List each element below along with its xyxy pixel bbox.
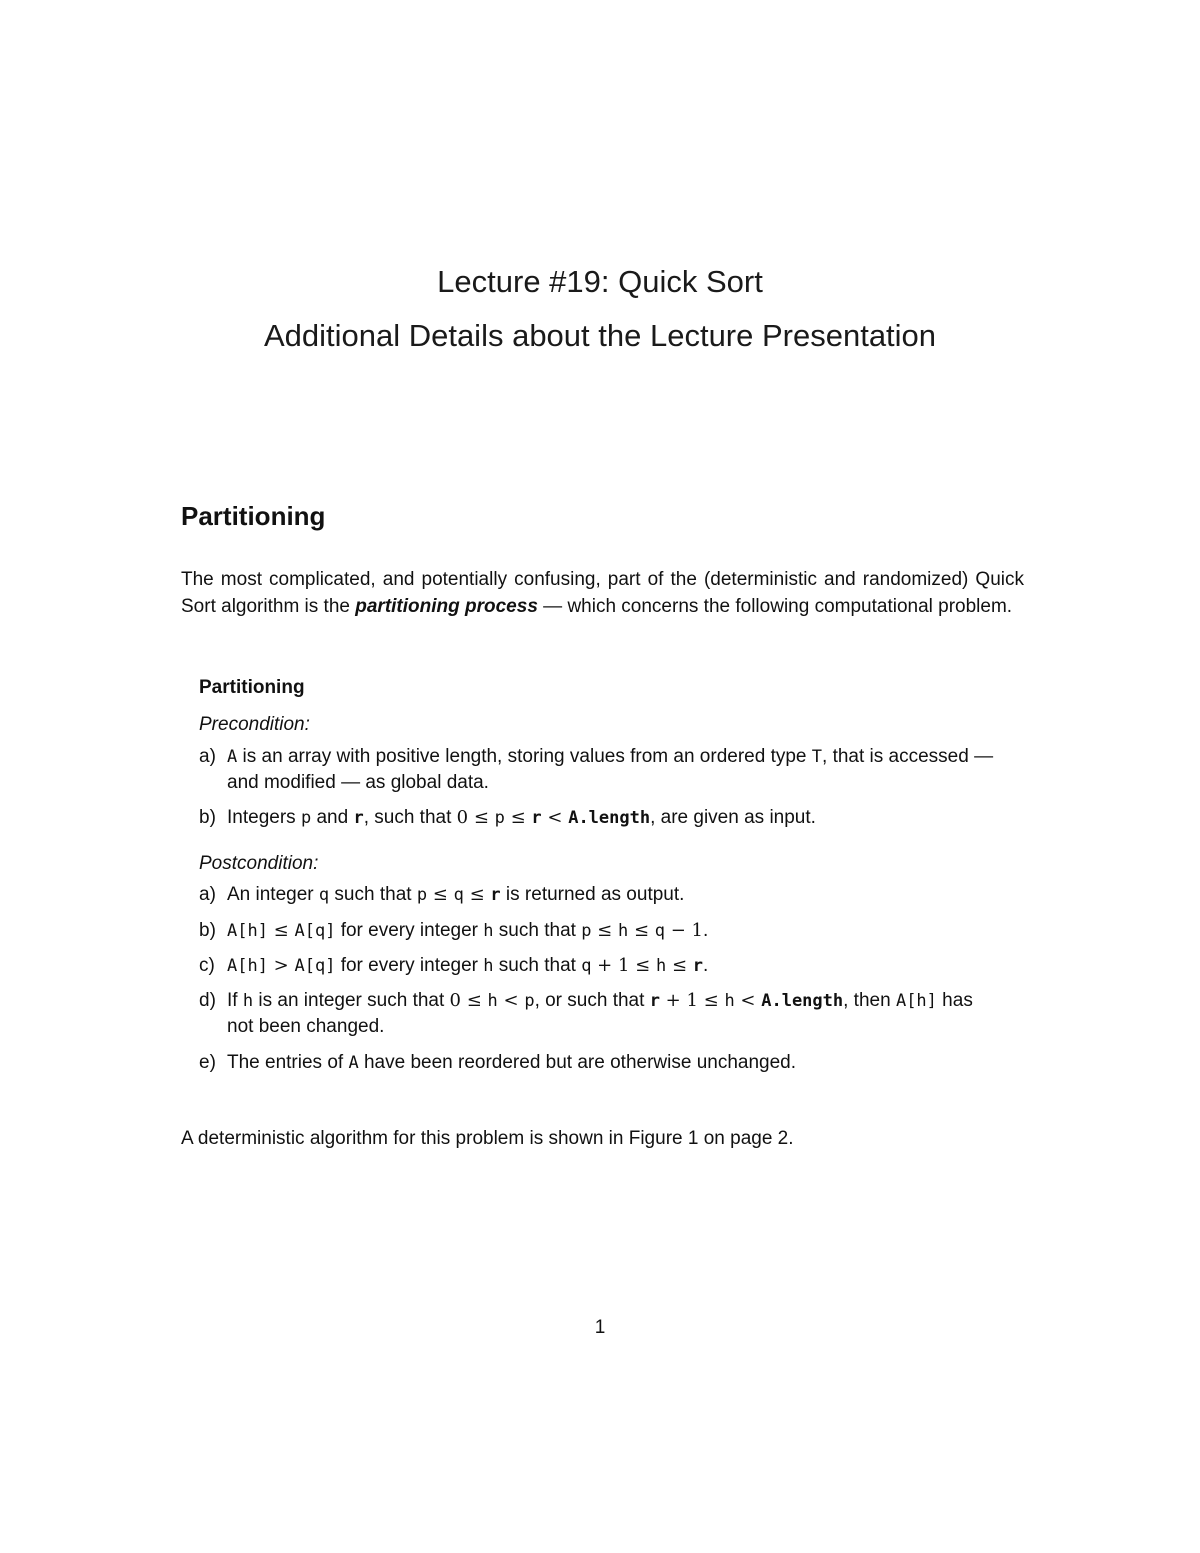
- text-run: has not been changed.: [227, 990, 973, 1037]
- math-var: q: [581, 956, 592, 976]
- math-op: <: [541, 807, 569, 828]
- text-run: Integers: [227, 807, 301, 828]
- math-var: r: [531, 808, 542, 828]
- math-var: p: [524, 991, 535, 1011]
- intro-text-after: — which concerns the following computational problem.: [537, 596, 1013, 617]
- text-run: The entries of: [227, 1052, 349, 1073]
- math-var: q: [654, 921, 666, 941]
- math-op: + 1 ≤: [659, 990, 725, 1011]
- math-var: A: [227, 747, 238, 767]
- math-var: q: [453, 885, 464, 905]
- item-text: [227, 953, 999, 979]
- text-run: .: [703, 955, 709, 976]
- math-var: h: [724, 991, 735, 1011]
- document-title: Lecture #19: Quick Sort: [437, 264, 763, 299]
- closing-paragraph: A deterministic algorithm for this problem is shown in Figure 1 on page 2.: [181, 1128, 794, 1149]
- math-var: h: [487, 991, 498, 1011]
- math-var: A: [348, 1053, 359, 1073]
- precondition-item-b: [199, 805, 999, 831]
- postcondition-item-e: [199, 1050, 999, 1076]
- math-op: ≤: [267, 920, 295, 941]
- text-run: , such that: [363, 807, 457, 828]
- section-heading: Partitioning: [181, 501, 326, 531]
- postcondition-item-a: [199, 882, 999, 908]
- text-run: , that is accessed — and modified — as global data.: [227, 746, 994, 793]
- item-text: [227, 744, 999, 796]
- item-marker: b): [199, 807, 216, 828]
- intro-emphasis: partitioning process: [355, 596, 538, 617]
- math-var: A[h]: [227, 956, 268, 976]
- item-text: [227, 1050, 999, 1076]
- item-text: [227, 805, 999, 831]
- item-marker: d): [199, 990, 216, 1011]
- math-var: r: [649, 991, 660, 1011]
- item-marker: b): [199, 920, 216, 941]
- text-run: is an array with positive length, storing values from an ordered type: [237, 746, 812, 767]
- math-op: ≤: [504, 807, 532, 828]
- item-text: [227, 988, 999, 1040]
- math-op: − 1: [665, 920, 703, 941]
- text-run: and: [311, 807, 354, 828]
- text-run: , then: [843, 990, 896, 1011]
- precondition-label: Precondition:: [199, 714, 310, 735]
- math-var: A[q]: [294, 956, 336, 976]
- text-run: , or such that: [534, 990, 650, 1011]
- text-run: such that: [493, 920, 582, 941]
- math-op: + 1 ≤: [591, 955, 656, 976]
- math-op: 0 ≤: [449, 990, 488, 1011]
- text-run: is an integer such that: [253, 990, 450, 1011]
- item-marker: c): [199, 955, 215, 976]
- math-var: r: [692, 956, 703, 976]
- text-run: , are given as input.: [650, 807, 816, 828]
- page-number: 1: [594, 1317, 606, 1338]
- math-var: h: [655, 956, 667, 976]
- math-var: p: [494, 808, 505, 828]
- math-op: ≤: [591, 920, 618, 941]
- math-var: r: [490, 885, 501, 905]
- math-var: p: [581, 921, 592, 941]
- problem-name: Partitioning: [199, 677, 305, 698]
- precondition-item-a: [199, 744, 999, 796]
- math-op: <: [497, 990, 525, 1011]
- item-marker: a): [199, 746, 216, 767]
- postcondition-item-d: [199, 988, 999, 1040]
- math-var: h: [242, 991, 254, 1011]
- text-run: such that: [329, 884, 417, 905]
- math-var: A[h]: [227, 921, 268, 941]
- intro-paragraph: [181, 566, 1024, 620]
- text-run: An integer: [227, 884, 319, 905]
- postcondition-item-c: [199, 953, 999, 979]
- math-op: ≤: [463, 884, 491, 905]
- text-run: for every integer: [335, 955, 484, 976]
- text-run: If: [227, 990, 243, 1011]
- document-subtitle: Additional Details about the Lecture Presentation: [263, 318, 937, 353]
- item-marker: e): [199, 1052, 216, 1073]
- math-var: A.length: [761, 991, 844, 1011]
- item-marker: a): [199, 884, 216, 905]
- math-var: A.length: [568, 808, 651, 828]
- text-run: such that: [493, 955, 582, 976]
- math-op: 0 ≤: [456, 807, 495, 828]
- intro-text-before: The most complicated, and potentially confusing, part of the (deterministic and randomized) Quick Sort algorithm is the: [181, 569, 1024, 617]
- item-text: [227, 918, 999, 944]
- postcondition-item-b: [199, 918, 999, 944]
- math-var: p: [300, 808, 312, 828]
- math-var: q: [318, 885, 330, 905]
- postcondition-label: Postcondition:: [199, 853, 319, 874]
- math-op: ≤: [427, 884, 454, 905]
- math-op: ≤: [628, 920, 655, 941]
- text-run: is returned as output.: [500, 884, 685, 905]
- math-var: A[h]: [895, 991, 937, 1011]
- math-var: p: [416, 885, 428, 905]
- math-var: T: [811, 747, 823, 767]
- math-var: h: [617, 921, 629, 941]
- math-var: r: [353, 808, 364, 828]
- math-var: A[q]: [294, 921, 336, 941]
- text-run: for every integer: [335, 920, 484, 941]
- text-run: have been reordered but are otherwise unchanged.: [358, 1052, 797, 1073]
- math-op: >: [267, 955, 295, 976]
- math-var: h: [483, 921, 494, 941]
- text-run: .: [703, 920, 709, 941]
- math-op: <: [734, 990, 762, 1011]
- item-text: [227, 882, 999, 908]
- math-op: ≤: [666, 955, 693, 976]
- math-var: h: [483, 956, 494, 976]
